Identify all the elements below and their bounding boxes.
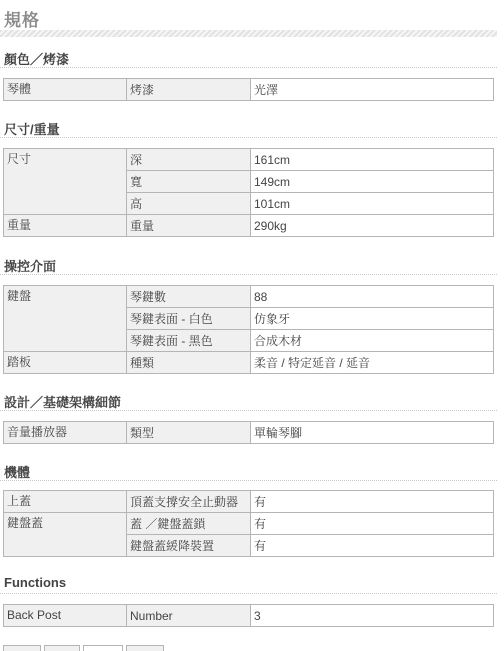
row-item-label: 重量 — [127, 215, 251, 237]
row-value: 有 — [251, 491, 494, 513]
row-group-label: 鍵盤蓋 — [4, 513, 127, 557]
section-title-design: 設計／基礎架構細節 — [4, 395, 122, 410]
section-divider — [0, 410, 497, 411]
spec-table-functions — [3, 604, 494, 627]
section-divider — [0, 137, 497, 138]
row-group-label: 尺寸 — [4, 149, 127, 215]
row-item-label: 類型 — [127, 422, 251, 444]
row-item-label: 琴鍵數 — [127, 286, 251, 308]
section-divider — [0, 480, 497, 481]
row-group-label: Back Post — [4, 605, 127, 627]
row-item-label: 高 — [127, 193, 251, 215]
row-item-label: Number — [127, 605, 251, 627]
row-item-label: 頂蓋支撐安全止動器 — [127, 491, 251, 513]
row-item-label: 深 — [127, 149, 251, 171]
section-divider — [0, 274, 497, 275]
title-rule — [0, 30, 497, 37]
spec-table-design — [3, 421, 494, 444]
row-value: 88 — [251, 286, 494, 308]
row-item-label: 琴鍵表面 - 白色 — [127, 308, 251, 330]
row-value: 149cm — [251, 171, 494, 193]
row-value: 290kg — [251, 215, 494, 237]
section-divider — [0, 593, 497, 594]
section-title-functions: Functions — [4, 575, 67, 590]
row-group-label: 上蓋 — [4, 491, 127, 513]
bottom-tab-bar — [3, 645, 164, 651]
row-value: 單輪琴腳 — [251, 422, 494, 444]
row-value: 3 — [251, 605, 494, 627]
row-value: 柔音 / 特定延音 / 延音 — [251, 352, 494, 374]
section-title-color: 顏色／烤漆 — [4, 52, 70, 67]
spec-table-cabinet — [3, 490, 494, 557]
bottom-tab[interactable] — [44, 645, 80, 651]
section-title-interface: 操控介面 — [4, 259, 57, 274]
row-value: 仿象牙 — [251, 308, 494, 330]
spec-table-color — [3, 78, 494, 101]
row-value: 161cm — [251, 149, 494, 171]
table-row — [4, 605, 494, 627]
row-item-label: 琴鍵表面 - 黑色 — [127, 330, 251, 352]
bottom-tab[interactable] — [3, 645, 41, 651]
table-row — [4, 422, 494, 444]
row-value: 101cm — [251, 193, 494, 215]
row-group-label: 琴體 — [4, 79, 127, 101]
row-value: 有 — [251, 513, 494, 535]
spec-table-interface — [3, 285, 494, 374]
row-group-label: 踏板 — [4, 352, 127, 374]
spec-table-dimensions — [3, 148, 494, 237]
row-item-label: 種類 — [127, 352, 251, 374]
section-title-dimensions: 尺寸/重量 — [4, 122, 60, 137]
row-value: 合成木材 — [251, 330, 494, 352]
row-value: 光澤 — [251, 79, 494, 101]
row-group-label: 音量播放器 — [4, 422, 127, 444]
table-row — [4, 286, 494, 308]
table-row — [4, 491, 494, 513]
table-row — [4, 79, 494, 101]
page-title: 規格 — [4, 11, 40, 30]
table-row — [4, 215, 494, 237]
bottom-tab[interactable] — [83, 645, 123, 651]
row-item-label: 寬 — [127, 171, 251, 193]
row-value: 有 — [251, 535, 494, 557]
row-item-label: 烤漆 — [127, 79, 251, 101]
row-group-label: 重量 — [4, 215, 127, 237]
bottom-tab[interactable] — [126, 645, 164, 651]
table-row — [4, 149, 494, 171]
row-item-label: 鍵盤蓋緩降裝置 — [127, 535, 251, 557]
table-row — [4, 513, 494, 535]
table-row — [4, 352, 494, 374]
section-divider — [0, 67, 497, 68]
row-group-label: 鍵盤 — [4, 286, 127, 352]
section-title-cabinet: 機體 — [4, 465, 31, 480]
row-item-label: 蓋 ／鍵盤蓋鎖 — [127, 513, 251, 535]
